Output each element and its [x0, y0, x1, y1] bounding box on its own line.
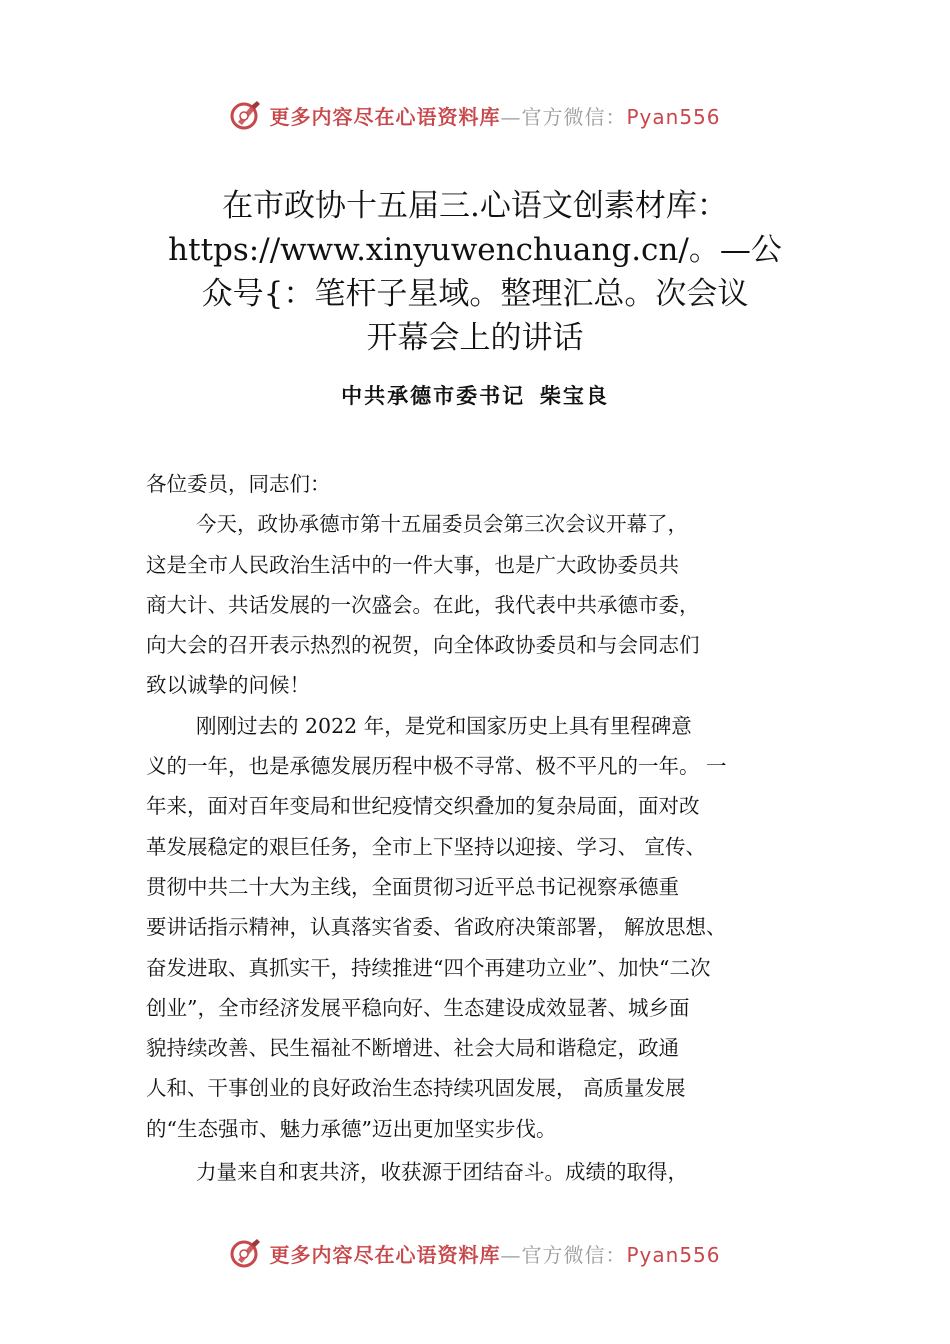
- title-line: 在市政协十五届三.心语文创素材库：: [222, 188, 728, 224]
- watermark-text-part3: Pyan556: [626, 1242, 721, 1267]
- paragraph-line: 的“生态强市、魅力承德”迈出更加坚实步伐。: [146, 1116, 557, 1141]
- paragraph-line: 年来，面对百年变局和世纪疫情交织叠加的复杂局面，面对改: [146, 794, 700, 819]
- watermark-text-part1: 更多内容尽在心语资料库: [269, 104, 501, 129]
- salutation: 各位委员，同志们：: [146, 472, 331, 496]
- paragraph-line: 致以诚挚的问候！: [146, 673, 310, 698]
- document-title: [0, 184, 950, 360]
- title-line: 众号{：笔杆子星域。整理汇总。次会议: [201, 276, 749, 312]
- paragraph-line: 要讲话指示精神，认真落实省委、省政府决策部署， 解放思想、: [146, 915, 727, 940]
- watermark-text: [269, 101, 720, 130]
- watermark-text-part3: Pyan556: [626, 104, 721, 129]
- title-line: 开幕会上的讲话: [366, 320, 584, 356]
- watermark-text-part1: 更多内容尽在心语资料库: [269, 1242, 501, 1267]
- paragraph-line: 商大计、共话发展的一次盛会。在此，我代表中共承德市委，: [146, 592, 700, 617]
- watermark-header: [0, 95, 950, 135]
- paragraph-line: 革发展稳定的艰巨任务，全市上下坚持以迎接、学习、 宣传、: [146, 834, 707, 859]
- paragraph-line: 力量来自和衷共济，收获源于团结奋斗。成绩的取得，: [196, 1160, 688, 1185]
- paragraph-line: 贯彻中共二十大为主线，全面贯彻习近平总书记视察承德重: [146, 874, 679, 899]
- paragraph-line: 创业”，全市经济发展平稳向好、生态建设成效显著、城乡面: [146, 995, 690, 1020]
- title-line: https://www.xinyuwenchuang.cn/。—公: [168, 232, 782, 268]
- paragraph-line: 奋发进取、真抓实干，持续推进“四个再建功立业”、加快“二次: [146, 955, 711, 980]
- watermark-footer: [0, 1233, 950, 1273]
- watermark-logo-icon: [229, 1236, 263, 1270]
- paragraph-line: 今天，政协承德市第十五届委员会第三次会议开幕了，: [196, 512, 688, 537]
- paragraph-line: 向大会的召开表示热烈的祝贺，向全体政协委员和与会同志们: [146, 633, 700, 658]
- document-author: 中共承德市委书记 柴宝良: [341, 384, 609, 408]
- watermark-logo-icon: [229, 98, 263, 132]
- watermark-text-part2: —官方微信：: [500, 1242, 627, 1267]
- paragraph-1: [146, 504, 816, 705]
- paragraph-line: 人和、干事创业的良好政治生态持续巩固发展， 高质量发展: [146, 1076, 686, 1101]
- paragraph-3: [146, 1152, 816, 1192]
- paragraph-line: 这是全市人民政治生活中的一件大事，也是广大政协委员共: [146, 552, 679, 577]
- paragraph-line: 刚刚过去的 2022 年，是党和国家历史上具有里程碑意: [196, 713, 692, 738]
- watermark-text: [269, 1239, 720, 1268]
- paragraph-line: 义的一年，也是承德发展历程中极不寻常、极不平凡的一年。 一: [146, 754, 727, 779]
- document-body: [146, 464, 816, 1192]
- paragraph-2: [146, 706, 816, 1149]
- paragraph-line: 貌持续改善、民生福祉不断增进、社会大局和谐稳定，政通: [146, 1036, 679, 1061]
- watermark-text-part2: —官方微信：: [500, 104, 627, 129]
